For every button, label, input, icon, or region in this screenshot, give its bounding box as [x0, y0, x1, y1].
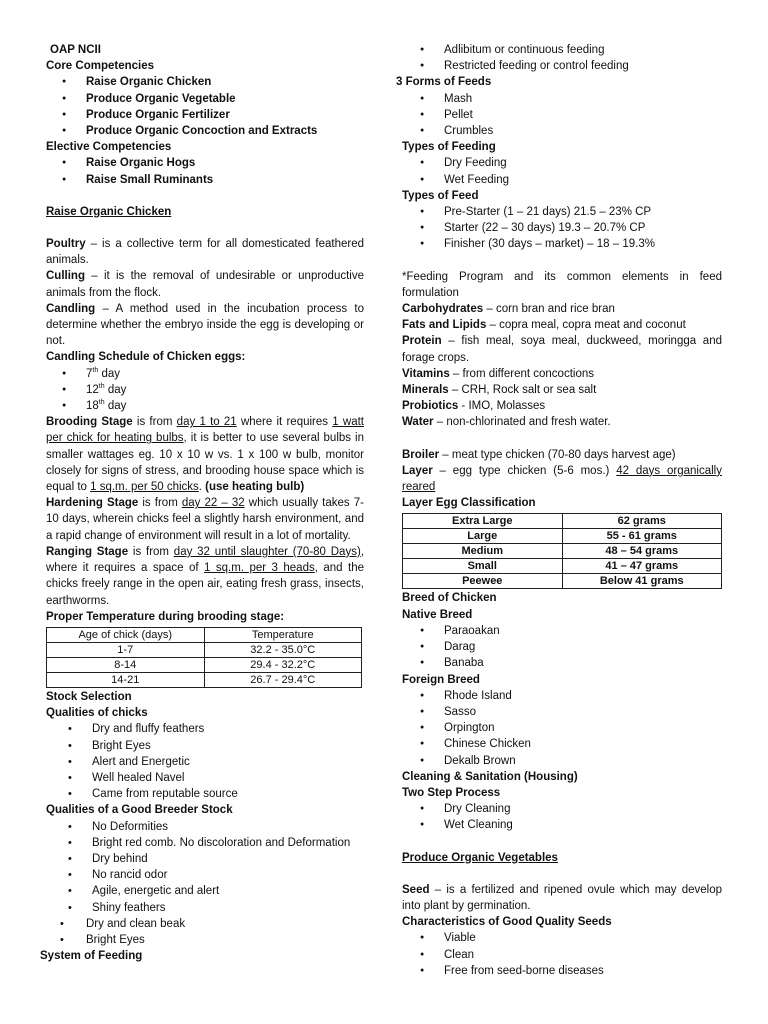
list-item: ● Raise Organic Hogs: [46, 155, 364, 171]
foreign-heading: Foreign Breed: [402, 673, 480, 686]
definition: – it is the removal of undesirable or unproductive animals from the flock.: [46, 270, 364, 299]
table-row: [47, 672, 362, 687]
list-item: ● Produce Organic Vegetable: [46, 91, 364, 107]
qualities-chicks-heading: Qualities of chicks: [46, 707, 148, 720]
list-item: ● Pellet: [402, 107, 722, 123]
list-item: ● Viable: [402, 930, 722, 946]
list-item: ● Wet Feeding: [402, 172, 722, 188]
list-item: ● Raise Small Ruminants: [46, 172, 364, 188]
list-item: ● Produce Organic Concoction and Extracts: [46, 123, 364, 139]
table-header-row: [47, 627, 362, 642]
poultry-definition: [46, 236, 364, 268]
list-item: • Dry and clean beak: [46, 916, 364, 932]
element-carbohydrates: Carbohydrates – corn bran and rice bran: [402, 303, 615, 316]
list-item: • Well healed Navel: [46, 770, 364, 786]
term: Poultry: [46, 238, 86, 251]
doc-title: OAP NCII: [50, 44, 101, 56]
table-row: [403, 529, 722, 544]
table-cell: 41 – 47 grams: [562, 559, 722, 574]
table-cell: Large: [403, 529, 563, 544]
table-cell: 8-14: [47, 657, 205, 672]
table-row: [403, 559, 722, 574]
table-cell: Below 41 grams: [562, 574, 722, 589]
table-cell: 14-21: [47, 672, 205, 687]
seed-char-list: [402, 930, 722, 979]
list-item: ● Finisher (30 days – market) – 18 – 19.3%: [402, 236, 722, 252]
table-cell: 29.4 - 32.2°C: [204, 657, 362, 672]
table-cell: Peewee: [403, 574, 563, 589]
table-cell: 55 - 61 grams: [562, 529, 722, 544]
breeder-list: [46, 819, 364, 916]
table-cell: 62 grams: [562, 514, 722, 529]
list-item: • Shiny feathers: [46, 900, 364, 916]
list-item: ● Crumbles: [402, 123, 722, 139]
list-item: ● Raise Organic Chicken: [46, 74, 364, 90]
culling-definition: [46, 268, 364, 300]
list-item: ● Free from seed-borne diseases: [402, 963, 722, 979]
types-feeding-list: [402, 155, 722, 187]
table-row: [47, 657, 362, 672]
list-item: ● Banaba: [402, 655, 722, 671]
list-item: ● Dekalb Brown: [402, 753, 722, 769]
table-cell: Small: [403, 559, 563, 574]
table-row: [403, 574, 722, 589]
feeding-program-text: *Feeding Program and its common elements in feed formulation: [402, 270, 722, 299]
qualities-chicks-list: [46, 721, 364, 802]
term: Culling: [46, 270, 85, 283]
table-header: Temperature: [204, 627, 362, 642]
types-feeding-heading: Types of Feeding: [402, 141, 496, 154]
elective-heading: Elective Competencies: [46, 141, 172, 154]
list-item: ● Clean: [402, 947, 722, 963]
table-cell: 32.2 - 35.0°C: [204, 642, 362, 657]
right-column: [396, 42, 722, 979]
definition: – A method used in the incubation process to determine whether the embryo inside the egg is developing or not.: [46, 302, 364, 348]
list-item: • Bright red comb. No discoloration and Deformation: [46, 835, 364, 851]
candling-days-list: [46, 366, 364, 415]
feeding-system-heading: System of Feeding: [40, 950, 143, 963]
table-row: [47, 642, 362, 657]
vegetables-section-title: Produce Organic Vegetables: [402, 851, 558, 864]
table-cell: 1-7: [47, 642, 205, 657]
core-list: [46, 74, 364, 139]
list-item: ● Darag: [402, 639, 722, 655]
table-cell: 48 – 54 grams: [562, 544, 722, 559]
native-heading: Native Breed: [402, 608, 473, 621]
brooding-paragraph: Brooding Stage is from day 1 to 21 where it requires 1 watt per chick for heating bulbs, it is better to use several bulbs in smaller wattages eg. 10 x 10 w vs. 1 x 100 w bulb, monitor closely for signs of stress, and brooding house space which is equal to 1 sq.m. per 50 chicks. (use heating bulb): [46, 416, 364, 494]
breed-heading: Breed of Chicken: [402, 592, 497, 605]
list-item: • Dry behind: [46, 851, 364, 867]
table-row: [403, 514, 722, 529]
list-item: • Came from reputable source: [46, 786, 364, 802]
broiler-definition: Broiler – meat type chicken (70-80 days harvest age): [402, 448, 676, 461]
section-title: Raise Organic Chicken: [46, 205, 172, 218]
stock-heading: Stock Selection: [46, 690, 132, 703]
ranging-paragraph: Ranging Stage is from day 32 until slaughter (70-80 Days), where it requires a space of 1 sq.m. per 3 heads, and the chicks freely range in the open air, eating fresh grass, insects, earthworms.: [46, 545, 364, 607]
feeding-list: [402, 42, 722, 74]
table-cell: 26.7 - 29.4°C: [204, 672, 362, 687]
types-feed-list: [402, 204, 722, 253]
list-item: ● Pre-Starter (1 – 21 days) 21.5 – 23% CP: [402, 204, 722, 220]
candling-schedule-heading: Candling Schedule of Chicken eggs:: [46, 351, 246, 364]
table-row: [403, 544, 722, 559]
list-item: ● Wet Cleaning: [402, 817, 722, 833]
seed-definition: Seed – is a fertilized and ripened ovule which may develop into plant by germination.: [402, 883, 722, 912]
term: Candling: [46, 302, 96, 315]
list-item: ● Dry Cleaning: [402, 801, 722, 817]
list-item: ● 18th day: [46, 398, 364, 414]
two-step-heading: Two Step Process: [402, 786, 501, 799]
list-item: ● Paraoakan: [402, 623, 722, 639]
breeder-list-b: [46, 916, 364, 948]
list-item: ● Chinese Chicken: [402, 736, 722, 752]
egg-classification-heading: Layer Egg Classification: [402, 497, 536, 510]
list-item: • No Deformities: [46, 819, 364, 835]
types-feed-heading: Types of Feed: [402, 189, 479, 202]
list-item: ● 12th day: [46, 382, 364, 398]
list-item: ● Mash: [402, 91, 722, 107]
list-item: ● Rhode Island: [402, 688, 722, 704]
definition: – is a collective term for all domesticated feathered animals.: [46, 238, 365, 267]
layer-definition: Layer – egg type chicken (5-6 mos.) 42 days organically reared: [402, 464, 722, 494]
element-minerals: Minerals – CRH, Rock salt or sea salt: [402, 384, 597, 397]
hardening-paragraph: Hardening Stage is from day 22 – 32 which usually takes 7-10 days, wherein chicks feel a slightly harsh environment, and a rapid change of environment will result in a lot of mortality.: [46, 497, 364, 542]
table-header: Age of chick (days): [47, 627, 205, 642]
left-column: [40, 42, 365, 964]
temperature-table: [46, 627, 362, 688]
list-item: ● 7th day: [46, 366, 364, 382]
list-item: ● Produce Organic Fertilizer: [46, 107, 364, 123]
elective-list: [46, 155, 364, 187]
core-heading: Core Competencies: [46, 60, 155, 73]
forms-heading: 3 Forms of Feeds: [396, 76, 492, 89]
temperature-heading: Proper Temperature during brooding stage:: [46, 610, 285, 623]
list-item: ● Sasso: [402, 704, 722, 720]
foreign-list: [402, 688, 722, 769]
list-item: • Alert and Energetic: [46, 754, 364, 770]
two-step-list: [402, 801, 722, 833]
element-water: Water – non-chlorinated and fresh water.: [402, 416, 611, 429]
list-item: ● Orpington: [402, 720, 722, 736]
candling-definition: [46, 301, 364, 350]
native-list: [402, 623, 722, 672]
list-item: • Bright Eyes: [46, 932, 364, 948]
list-item: • Dry and fluffy feathers: [46, 721, 364, 737]
list-item: ● Adlibitum or continuous feeding: [402, 42, 722, 58]
element-fats: Fats and Lipids – copra meal, copra meat and coconut: [402, 319, 686, 332]
element-probiotics: Probiotics - IMO, Molasses: [402, 400, 546, 413]
list-item: ● Restricted feeding or control feeding: [402, 58, 722, 74]
element-protein: Protein – fish meal, soya meal, duckweed, moringga and forage crops.: [402, 335, 722, 364]
list-item: • Bright Eyes: [46, 738, 364, 754]
cleaning-heading: Cleaning & Sanitation (Housing): [402, 770, 578, 783]
list-item: • Agile, energetic and alert: [46, 883, 364, 899]
seed-char-heading: Characteristics of Good Quality Seeds: [402, 916, 612, 929]
forms-list: [402, 91, 722, 140]
table-cell: Extra Large: [403, 514, 563, 529]
egg-classification-table: [402, 513, 722, 589]
table-cell: Medium: [403, 544, 563, 559]
list-item: ● Starter (22 – 30 days) 19.3 – 20.7% CP: [402, 220, 722, 236]
list-item: ● Dry Feeding: [402, 155, 722, 171]
list-item: • No rancid odor: [46, 867, 364, 883]
element-vitamins: Vitamins – from different concoctions: [402, 367, 594, 380]
breeder-heading: Qualities of a Good Breeder Stock: [46, 804, 233, 817]
